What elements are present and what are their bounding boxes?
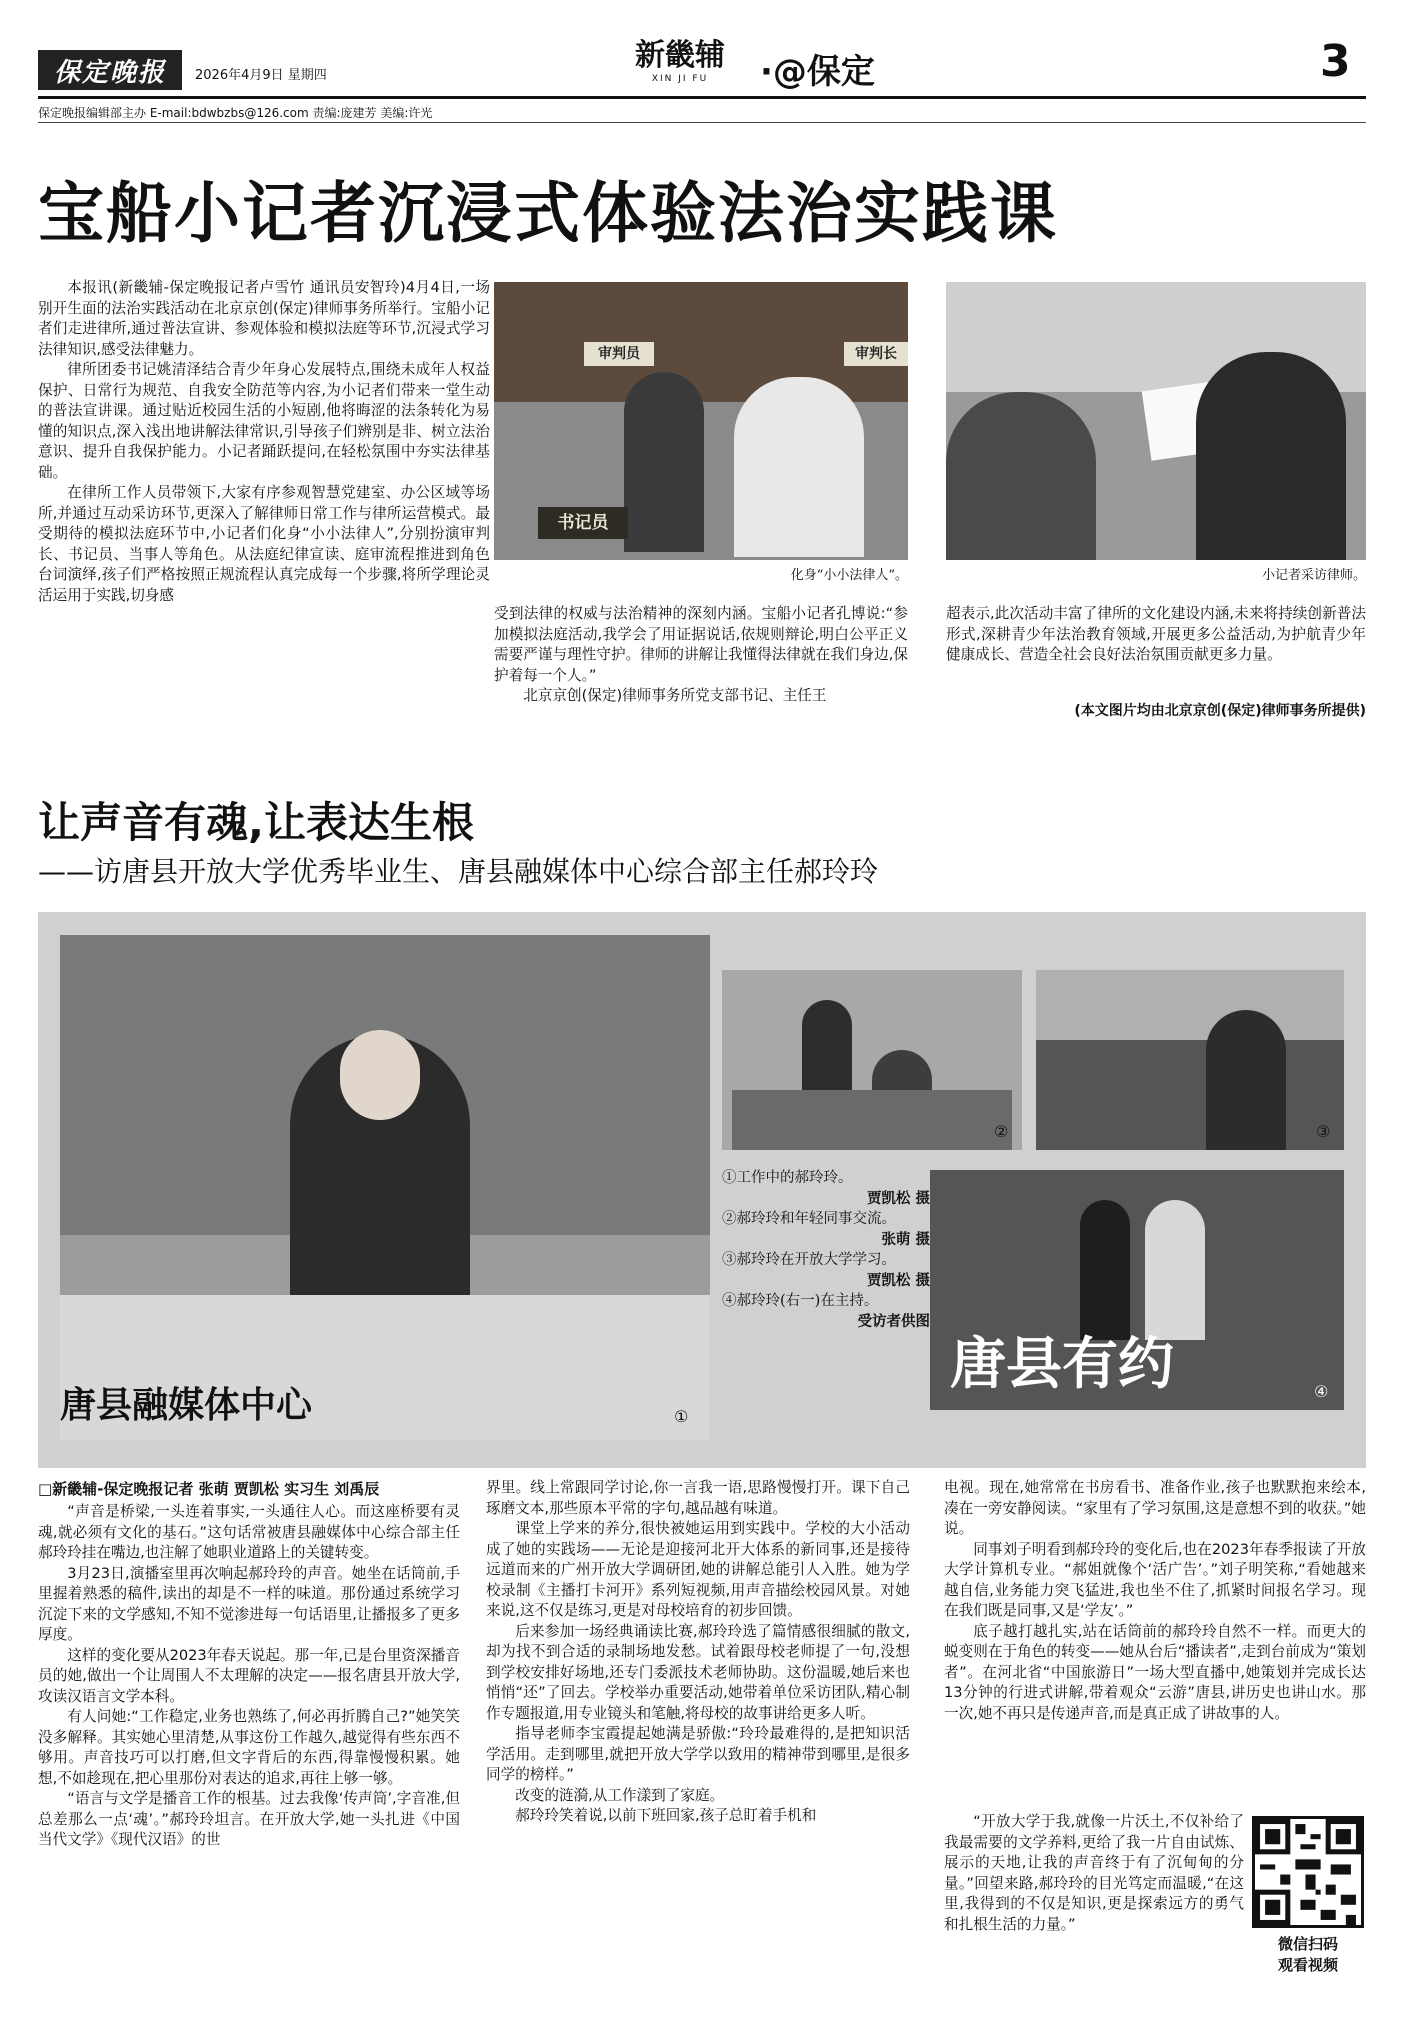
mock-court-photo [494, 282, 908, 560]
computer-desks [1036, 1040, 1344, 1150]
photo-caption-1: 化身“小小法律人”。 [790, 568, 908, 583]
child-back-figure [946, 392, 1096, 560]
paragraph: 这样的变化要从2023年春天说起。那一年,已是台里资深播音员的她,做出一个让周围人不太理解的决定——报名唐县开放大学,攻读汉语言文学本科。 [38, 1646, 460, 1705]
issue-date: 2026年4月9日 星期四 [195, 68, 327, 83]
editor-credits: 保定晚报编辑部主办 E-mail:bdwbzbs@126.com 责编:庞建芳 美编:许光 [38, 106, 433, 120]
hosting-photo [930, 1170, 1344, 1410]
qr-code-icon [1255, 1819, 1361, 1925]
paragraph: 界里。线上常跟同学讨论,你一言我一语,思路慢慢打开。课下自己琢磨文本,那些原本平常的字句,越品越有味道。 [486, 1479, 910, 1517]
paragraph: 受到法律的权威与法治精神的深刻内涵。宝船小记者孔博说:“参加模拟法庭活动,我学会了用证据说话,依规则辩论,明白公平正义需要严谨与理性守护。律师的讲解让我懂得法律就在我们身边,保护着每一个人。” [494, 605, 908, 684]
brand-pinyin: XIN JI FU [651, 74, 709, 84]
paragraph: 课堂上学来的养分,很快被她运用到实践中。学校的大小活动成了她的实践场——无论是迎接河北开大体系的新同事,还是接待远道而来的广州开放大学调研团,她的讲解总能引人入胜。她为学校录制《主播打卡河开》系列短视频,用声音描绘校园风景。对她来说,这不仅是练习,更是对母校培育的初步回馈。 [486, 1520, 910, 1619]
article2-column-1 [38, 1502, 460, 2022]
lawyer-figure [1196, 352, 1346, 560]
paragraph: 同事刘子明看到郝玲玲的变化后,也在2023年春季报读了开放大学计算机专业。“郝姐就像个‘活广告’。”刘子明笑称,“看她越来越自信,业务能力突飞猛进,我也坐不住了,抓紧时间报名学习。现在我们既是同事,又是‘学友’。” [944, 1540, 1366, 1619]
photo-caption-2: 小记者采访律师。 [1261, 568, 1366, 583]
article2-column-2 [486, 1478, 910, 2022]
section-handle: ·@保定 [760, 52, 875, 92]
brand-block [605, 38, 755, 96]
article2-byline: □新畿辅-保定晚报记者 张萌 贾凯松 实习生 刘禹辰 [38, 1480, 380, 1498]
header-divider [38, 122, 1366, 123]
caption-credit: 张萌 摄 [881, 1230, 930, 1248]
paragraph: “声音是桥梁,一头连着事实,一头通往人心。而这座桥要有灵魂,就必须有文化的基石。”这句话常被唐县融媒体中心综合部主任郝玲玲挂在嘴边,也注解了她职业道路上的关键转变。 [38, 1503, 460, 1561]
paragraph: 改变的涟漪,从工作漾到了家庭。 [515, 1786, 725, 1804]
brand-name: 新畿辅 [635, 38, 725, 73]
paragraph: 后来参加一场经典诵读比赛,郝玲玲选了篇情感很细腻的散文,却为找不到合适的录制场地发愁。试着跟母校老师提了一句,没想到学校安排好场地,还专门委派技术老师协助。这份温暖,她后来也悄悄“还”了回去。学校举办重要活动,她带着单位采访团队,精心制作专题报道,用专业镜头和笔触,将母校的故事讲给更多人听。 [486, 1622, 910, 1722]
sign-clerk: 书记员 [538, 507, 628, 539]
article2-headline: 让声音有魂,让表达生根 [38, 798, 474, 847]
event-screen-text: 唐县有约 [950, 1332, 1174, 1397]
photo-number: ③ [1316, 1122, 1331, 1141]
paragraph: 底子越打越扎实,站在话筒前的郝玲玲自然不一样。而更大的蜕变则在于角色的转变——她从台后“播读者”,走到台前成为“策划者”。在河北省“中国旅游日”一场大型直播中,她策划并完成长达13分钟的行进式讲解,带着观众“云游”唐县,讲历史也讲山水。那一次,她不再只是传递声音,而是真正成了讲故事的人。 [944, 1622, 1366, 1722]
paragraph: “开放大学于我,就像一片沃土,不仅补给了我最需要的文学养料,更给了我一片自由试炼、展示的天地,让我的声音终于有了沉甸甸的分量。”回望来路,郝玲玲的目光笃定而温暖,“在这里,我得到的不仅是知识,更是探索远方的勇气和扎根生活的力量。” [944, 1813, 1244, 1933]
paragraph: 律所团委书记姚清泽结合青少年身心发展特点,围绕未成年人权益保护、日常行为规范、自我安全防范等内容,为小记者们带来一堂生动的普法宣讲课。通过贴近校园生活的小短剧,他将晦涩的法条转化为易懂的知识点,深入浅出地讲解法律常识,引导孩子们辨别是非、树立法治意识、提升自我保护能力。小记者踊跃提问,在轻松氛围中夯实法律基础。 [38, 361, 490, 481]
paragraph: 在律所工作人员带领下,大家有序参观智慧党建室、办公区域等场所,并通过互动采访环节,更深入了解律师日常工作与律所运营模式。最受期待的模拟法庭环节中,小记者们化身“小小法律人”,分别扮演审判长、书记员、当事人等角色。从法庭纪律宣读、庭审流程推进到角色台词演绎,孩子们严格按照正规流程认真完成每一个步骤,将所学理论灵活运用于实践,切身感 [38, 484, 490, 604]
caption-line: ②郝玲玲和年轻同事交流。 [722, 1211, 896, 1227]
paragraph: 电视。现在,她常常在书房看书、准备作业,孩子也默默抱来绘本,凑在一旁安静阅读。“家里有了学习氛围,这是意想不到的收获。”她说。 [944, 1479, 1366, 1537]
classroom-photo [1036, 970, 1344, 1150]
photo-number: ② [994, 1122, 1009, 1141]
person-figure [1080, 1200, 1130, 1340]
photo-number: ④ [1314, 1382, 1329, 1401]
caption-line: ①工作中的郝玲玲。 [722, 1170, 853, 1186]
qr-label-line: 观看视频 [1277, 1956, 1338, 1974]
caption-credit: 贾凯松 摄 [866, 1271, 930, 1289]
paragraph: 有人问她:“工作稳定,业务也熟练了,何必再折腾自己?”她笑笑没多解释。其实她心里清楚,从事这份工作越久,越觉得有些东西不够用。声音技巧可以打磨,但文字背后的东西,得靠慢慢积累。她想,不如趁现在,把心里那份对表达的追求,再往上够一够。 [38, 1708, 460, 1787]
sign-judge: 审判员 [584, 342, 654, 366]
article1-column-2 [494, 604, 908, 720]
paragraph: “语言与文学是播音工作的根基。过去我像‘传声筒’,字音准,但总差那么一点‘魂’。”郝玲玲坦言。在开放大学,她一头扎进《中国当代文学》《现代汉语》的世 [38, 1790, 460, 1848]
qr-label [1252, 1934, 1364, 1976]
photo-credit: (本文图片均由北京京创(保定)律师事务所提供) [1074, 703, 1366, 719]
paragraph: 指导老师李宝霞提起她满是骄傲:“玲玲最难得的,是把知识活学活用。走到哪里,就把开放大学学以致用的精神带到哪里,是很多同学的榜样。” [486, 1725, 910, 1783]
sign-chief-judge: 审判长 [844, 342, 908, 366]
page-number: 3 [1320, 36, 1351, 87]
newspaper-logo: 保定晚报 [38, 50, 182, 90]
studio-photo [60, 935, 710, 1440]
photo-captions [722, 1168, 930, 1332]
article2-subtitle: ——访唐县开放大学优秀毕业生、唐县融媒体中心综合部主任郝玲玲 [38, 855, 879, 888]
qr-label-line: 微信扫码 [1277, 1935, 1338, 1953]
paragraph: 超表示,此次活动丰富了律所的文化建设内涵,未来将持续创新普法形式,深耕青少年法治教育领域,开展更多公益活动,为护航青少年健康成长、营造全社会良好法治氛围贡献更多力量。 [946, 605, 1366, 663]
caption-credit: 受访者供图 [857, 1312, 930, 1330]
paragraph: 3月23日,演播室里再次响起郝玲玲的声音。她坐在话筒前,手里握着熟悉的稿件,读出的却是不一样的味道。那份通过系统学习沉淀下来的文学感知,不知不觉渗进每一句话语里,让播报多了更多厚度。 [38, 1564, 460, 1643]
person-figure [1206, 1010, 1286, 1150]
person-figure [1145, 1200, 1205, 1340]
desk [732, 1090, 1012, 1150]
child-figure [624, 372, 704, 552]
studio-backdrop-text: 唐县融媒体中心 [60, 1385, 313, 1426]
caption-line: ③郝玲玲在开放大学学习。 [722, 1252, 896, 1268]
paragraph: 郝玲玲笑着说,以前下班回家,孩子总盯着手机和 [515, 1807, 817, 1824]
article2-column-3-end [944, 1812, 1244, 2024]
caption-credit: 贾凯松 摄 [866, 1189, 930, 1207]
paragraph: 本报讯(新畿辅-保定晚报记者卢雪竹 通讯员安智玲)4月4日,一场别开生面的法治实践活动在北京京创(保定)律师事务所举行。宝船小记者们走进律所,通过普法宣讲、参观体验和模拟法庭等环节,沉浸式学习法律知识,感受法律魅力。 [38, 279, 490, 358]
photo-number: ① [674, 1407, 689, 1426]
article1-column-3 [946, 604, 1366, 696]
masthead-rule [38, 96, 1366, 99]
qr-code[interactable] [1252, 1816, 1364, 1928]
article1-column-1 [38, 278, 490, 720]
paragraph: 北京京创(保定)律师事务所党支部书记、主任王 [523, 687, 827, 704]
adult-figure [734, 377, 864, 557]
anchor-face [340, 1030, 420, 1120]
article2-column-3 [944, 1478, 1366, 1808]
colleagues-photo [722, 970, 1022, 1150]
caption-line: ④郝玲玲(右一)在主持。 [722, 1293, 879, 1309]
interview-photo [946, 282, 1366, 560]
article1-headline: 宝船小记者沉浸式体验法治实践课 [38, 175, 1058, 252]
